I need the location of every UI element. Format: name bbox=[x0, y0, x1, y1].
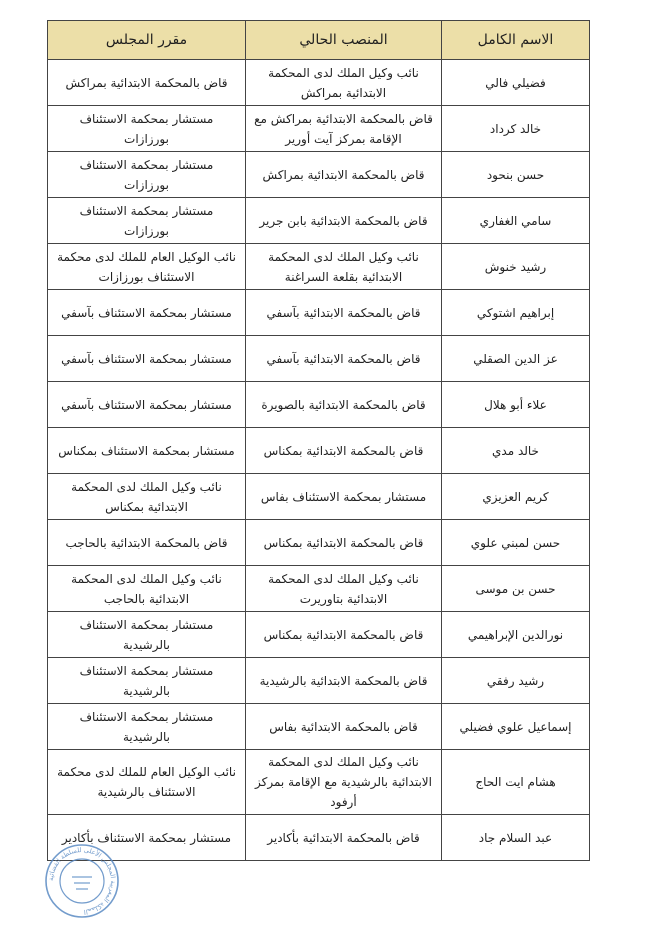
cell-council-decision: مستشار بمحكمة الاستئناف بالرشيدية bbox=[48, 612, 246, 658]
table-row bbox=[48, 106, 590, 152]
cell-council-decision: مستشار بمحكمة الاستئناف بورزازات bbox=[48, 106, 246, 152]
table-header bbox=[48, 21, 590, 60]
table-row bbox=[48, 612, 590, 658]
table-row bbox=[48, 336, 590, 382]
cell-council-decision: نائب الوكيل العام للملك لدى محكمة الاستئناف بالرشيدية bbox=[48, 750, 246, 815]
header-row bbox=[48, 21, 590, 60]
cell-current-position: قاض بالمحكمة الابتدائية بمراكش bbox=[246, 152, 442, 198]
cell-full-name: سامي الغفاري bbox=[442, 198, 590, 244]
cell-council-decision: مستشار بمحكمة الاستئناف بالرشيدية bbox=[48, 658, 246, 704]
cell-current-position: قاض بالمحكمة الابتدائية بمكناس bbox=[246, 612, 442, 658]
cell-council-decision: نائب وكيل الملك لدى المحكمة الابتدائية بمكناس bbox=[48, 474, 246, 520]
cell-current-position: قاض بالمحكمة الابتدائية بمكناس bbox=[246, 520, 442, 566]
cell-current-position: نائب وكيل الملك لدى المحكمة الابتدائية بالرشيدية مع الإقامة بمركز أرفود bbox=[246, 750, 442, 815]
cell-full-name: حسن بن موسى bbox=[442, 566, 590, 612]
table-row bbox=[48, 152, 590, 198]
cell-full-name: حسن بنحود bbox=[442, 152, 590, 198]
cell-current-position: قاض بالمحكمة الابتدائية بمراكش مع الإقامة بمركز آيت أورير bbox=[246, 106, 442, 152]
cell-council-decision: مستشار بمحكمة الاستئناف بورزازات bbox=[48, 152, 246, 198]
table-body bbox=[48, 60, 590, 861]
cell-council-decision: نائب وكيل الملك لدى المحكمة الابتدائية بالحاجب bbox=[48, 566, 246, 612]
cell-full-name: إسماعيل علوي فضيلي bbox=[442, 704, 590, 750]
cell-council-decision: قاض بالمحكمة الابتدائية بالحاجب bbox=[48, 520, 246, 566]
cell-full-name: علاء أبو هلال bbox=[442, 382, 590, 428]
cell-current-position: قاض بالمحكمة الابتدائية بالرشيدية bbox=[246, 658, 442, 704]
cell-council-decision: قاض بالمحكمة الابتدائية بمراكش bbox=[48, 60, 246, 106]
cell-full-name: رشيد رفقي bbox=[442, 658, 590, 704]
cell-full-name: حسن لمبني علوي bbox=[442, 520, 590, 566]
cell-council-decision: مستشار بمحكمة الاستئناف بآسفي bbox=[48, 336, 246, 382]
table-row bbox=[48, 815, 590, 861]
cell-council-decision: مستشار بمحكمة الاستئناف بأكادير bbox=[48, 815, 246, 861]
appointments-table bbox=[47, 20, 590, 861]
table-row bbox=[48, 750, 590, 815]
cell-full-name: خالد كرداد bbox=[442, 106, 590, 152]
cell-current-position: نائب وكيل الملك لدى المحكمة الابتدائية بقلعة السراغنة bbox=[246, 244, 442, 290]
table-row bbox=[48, 474, 590, 520]
cell-full-name: عز الدين الصقلي bbox=[442, 336, 590, 382]
cell-full-name: نورالدين الإبراهيمي bbox=[442, 612, 590, 658]
table-row bbox=[48, 290, 590, 336]
cell-full-name: عبد السلام جاد bbox=[442, 815, 590, 861]
cell-current-position: نائب وكيل الملك لدى المحكمة الابتدائية بمراكش bbox=[246, 60, 442, 106]
cell-current-position: قاض بالمحكمة الابتدائية بآسفي bbox=[246, 336, 442, 382]
cell-current-position: نائب وكيل الملك لدى المحكمة الابتدائية بتاوريرت bbox=[246, 566, 442, 612]
table-row bbox=[48, 704, 590, 750]
table-row bbox=[48, 382, 590, 428]
table-row bbox=[48, 60, 590, 106]
header-council-decision: مقرر المجلس bbox=[48, 21, 246, 60]
official-seal-stamp bbox=[44, 843, 120, 919]
table-row bbox=[48, 566, 590, 612]
cell-current-position: قاض بالمحكمة الابتدائية بآسفي bbox=[246, 290, 442, 336]
cell-current-position: قاض بالمحكمة الابتدائية بمكناس bbox=[246, 428, 442, 474]
cell-current-position: قاض بالمحكمة الابتدائية بابن جرير bbox=[246, 198, 442, 244]
header-full-name: الاسم الكامل bbox=[442, 21, 590, 60]
cell-current-position: مستشار بمحكمة الاستئناف بفاس bbox=[246, 474, 442, 520]
table-row bbox=[48, 244, 590, 290]
table-row bbox=[48, 658, 590, 704]
cell-council-decision: نائب الوكيل العام للملك لدى محكمة الاستئناف بورزازات bbox=[48, 244, 246, 290]
cell-council-decision: مستشار بمحكمة الاستئناف بمكناس bbox=[48, 428, 246, 474]
cell-council-decision: مستشار بمحكمة الاستئناف بالرشيدية bbox=[48, 704, 246, 750]
table-row bbox=[48, 520, 590, 566]
cell-current-position: قاض بالمحكمة الابتدائية بالصويرة bbox=[246, 382, 442, 428]
cell-full-name: كريم العزيزي bbox=[442, 474, 590, 520]
cell-full-name: فضيلي فالي bbox=[442, 60, 590, 106]
cell-council-decision: مستشار بمحكمة الاستئناف بآسفي bbox=[48, 382, 246, 428]
cell-council-decision: مستشار بمحكمة الاستئناف بآسفي bbox=[48, 290, 246, 336]
cell-full-name: هشام ايت الحاج bbox=[442, 750, 590, 815]
header-current-position: المنصب الحالي bbox=[246, 21, 442, 60]
cell-council-decision: مستشار بمحكمة الاستئناف بورزازات bbox=[48, 198, 246, 244]
table-row bbox=[48, 428, 590, 474]
cell-full-name: رشيد خنوش bbox=[442, 244, 590, 290]
cell-current-position: قاض بالمحكمة الابتدائية بأكادير bbox=[246, 815, 442, 861]
cell-current-position: قاض بالمحكمة الابتدائية بفاس bbox=[246, 704, 442, 750]
cell-full-name: إبراهيم اشتوكي bbox=[442, 290, 590, 336]
table-row bbox=[48, 198, 590, 244]
cell-full-name: خالد مدي bbox=[442, 428, 590, 474]
svg-text:المملكة المغربية المجلس الأعلى: المملكة المغربية المجلس الأعلى للسلطة القضائية bbox=[46, 845, 118, 916]
